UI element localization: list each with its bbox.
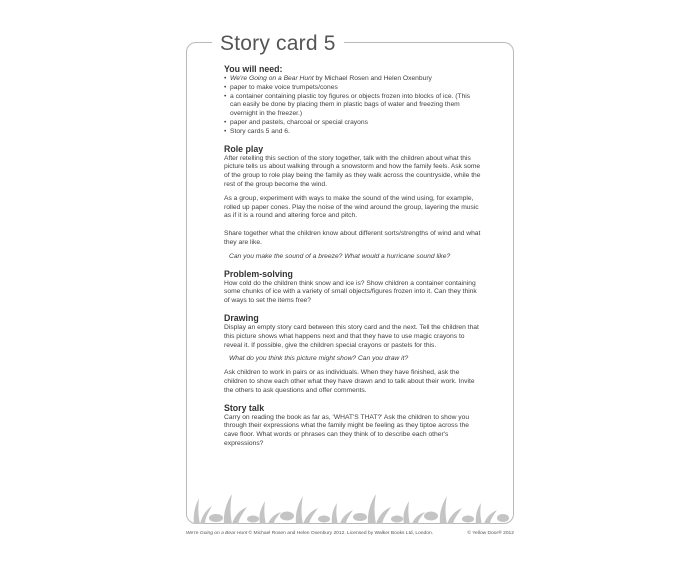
drawing-heading: Drawing [224,312,259,323]
story-talk-heading: Story talk [224,402,265,413]
decorative-plants-border [190,488,512,524]
paragraph: How cold do the children think snow and ice is? Show children a container containing some chunks of ice with a variety of small objects/figures frozen into it. Can they think of ways to set the items free? [224,279,477,305]
paragraph: As a group, experiment with ways to make the sound of the wind using, for example, rolled up paper cones. Play the noise of the wind around the group, layering the music as if it is a round and altering force and pitch. [224,194,479,220]
problem-solving-section [224,269,482,306]
list-item [224,75,482,84]
list-item: • paper and pastels, charcoal or special crayons [224,119,482,128]
paragraph: Share together what the children know about different sorts/strengths of wind and what they are like. [224,230,481,246]
paragraph: After retelling this section of the story together, talk with the children about what this picture tells us about walking through a snowstorm and how the family feels. Ask some of the group to role play being the family as they walk across the countryside, while the rest of the group become the wind. [224,154,481,188]
footer-copyright: © Yellow Door® 2012 [467,531,514,536]
role-play-section [224,144,482,262]
book-title: We're Going on a Bear Hunt [230,75,314,82]
you-will-need-heading: You will need: [224,64,283,74]
footer-credits: © Michael Rosen and Helen Oxenbury 2012. Licensed by Walker Books Ltd, London. [247,531,434,536]
paragraph: Ask children to work in pairs or as individuals. When they have finished, ask the children to show each other what they have drawn and to talk about their work. Invite the others to ask questions and offer comments. [224,369,475,394]
you-will-need-section [224,64,482,137]
story-talk-section [224,403,482,449]
problem-solving-heading: Problem-solving [224,268,293,279]
list-item: • a container containing plastic toy figures or objects frozen into blocks of ice. (This can easily be done by placing them in plastic bags of water and freezing them overnight in the freezer.) [224,93,482,119]
question: What do you think this picture might show? Can you draw it? [229,355,409,363]
question: Can you make the sound of a breeze? What would a hurricane sound like? [229,252,451,260]
footer [186,530,514,537]
role-play-heading: Role play [224,143,264,154]
book-authors: by Michael Rosen and Helen Oxenbury [313,75,432,82]
paragraph: Display an empty story card between this story card and the next. Tell the children that this picture shows what happens next and that they have to use magic crayons to reveal it. If possible, give the children special crayons or pastels for this. [224,323,479,349]
list-item: • Story cards 5 and 6. [224,128,482,137]
materials-list [224,75,482,137]
footer-book-title: We're Going on a Bear Hunt [186,531,248,536]
card-content [224,64,482,456]
list-item: • paper to make voice trumpets/cones [224,84,482,93]
paragraph: Carry on reading the book as far as, 'WHAT'S THAT?' Ask the children to show you through their expressions what the family might be feeling as they tiptoe across the cave floor. What words or phrases can they think of to describe each other's expressions? [224,413,470,447]
drawing-section [224,313,482,396]
page-title: Story card 5 [212,31,344,57]
